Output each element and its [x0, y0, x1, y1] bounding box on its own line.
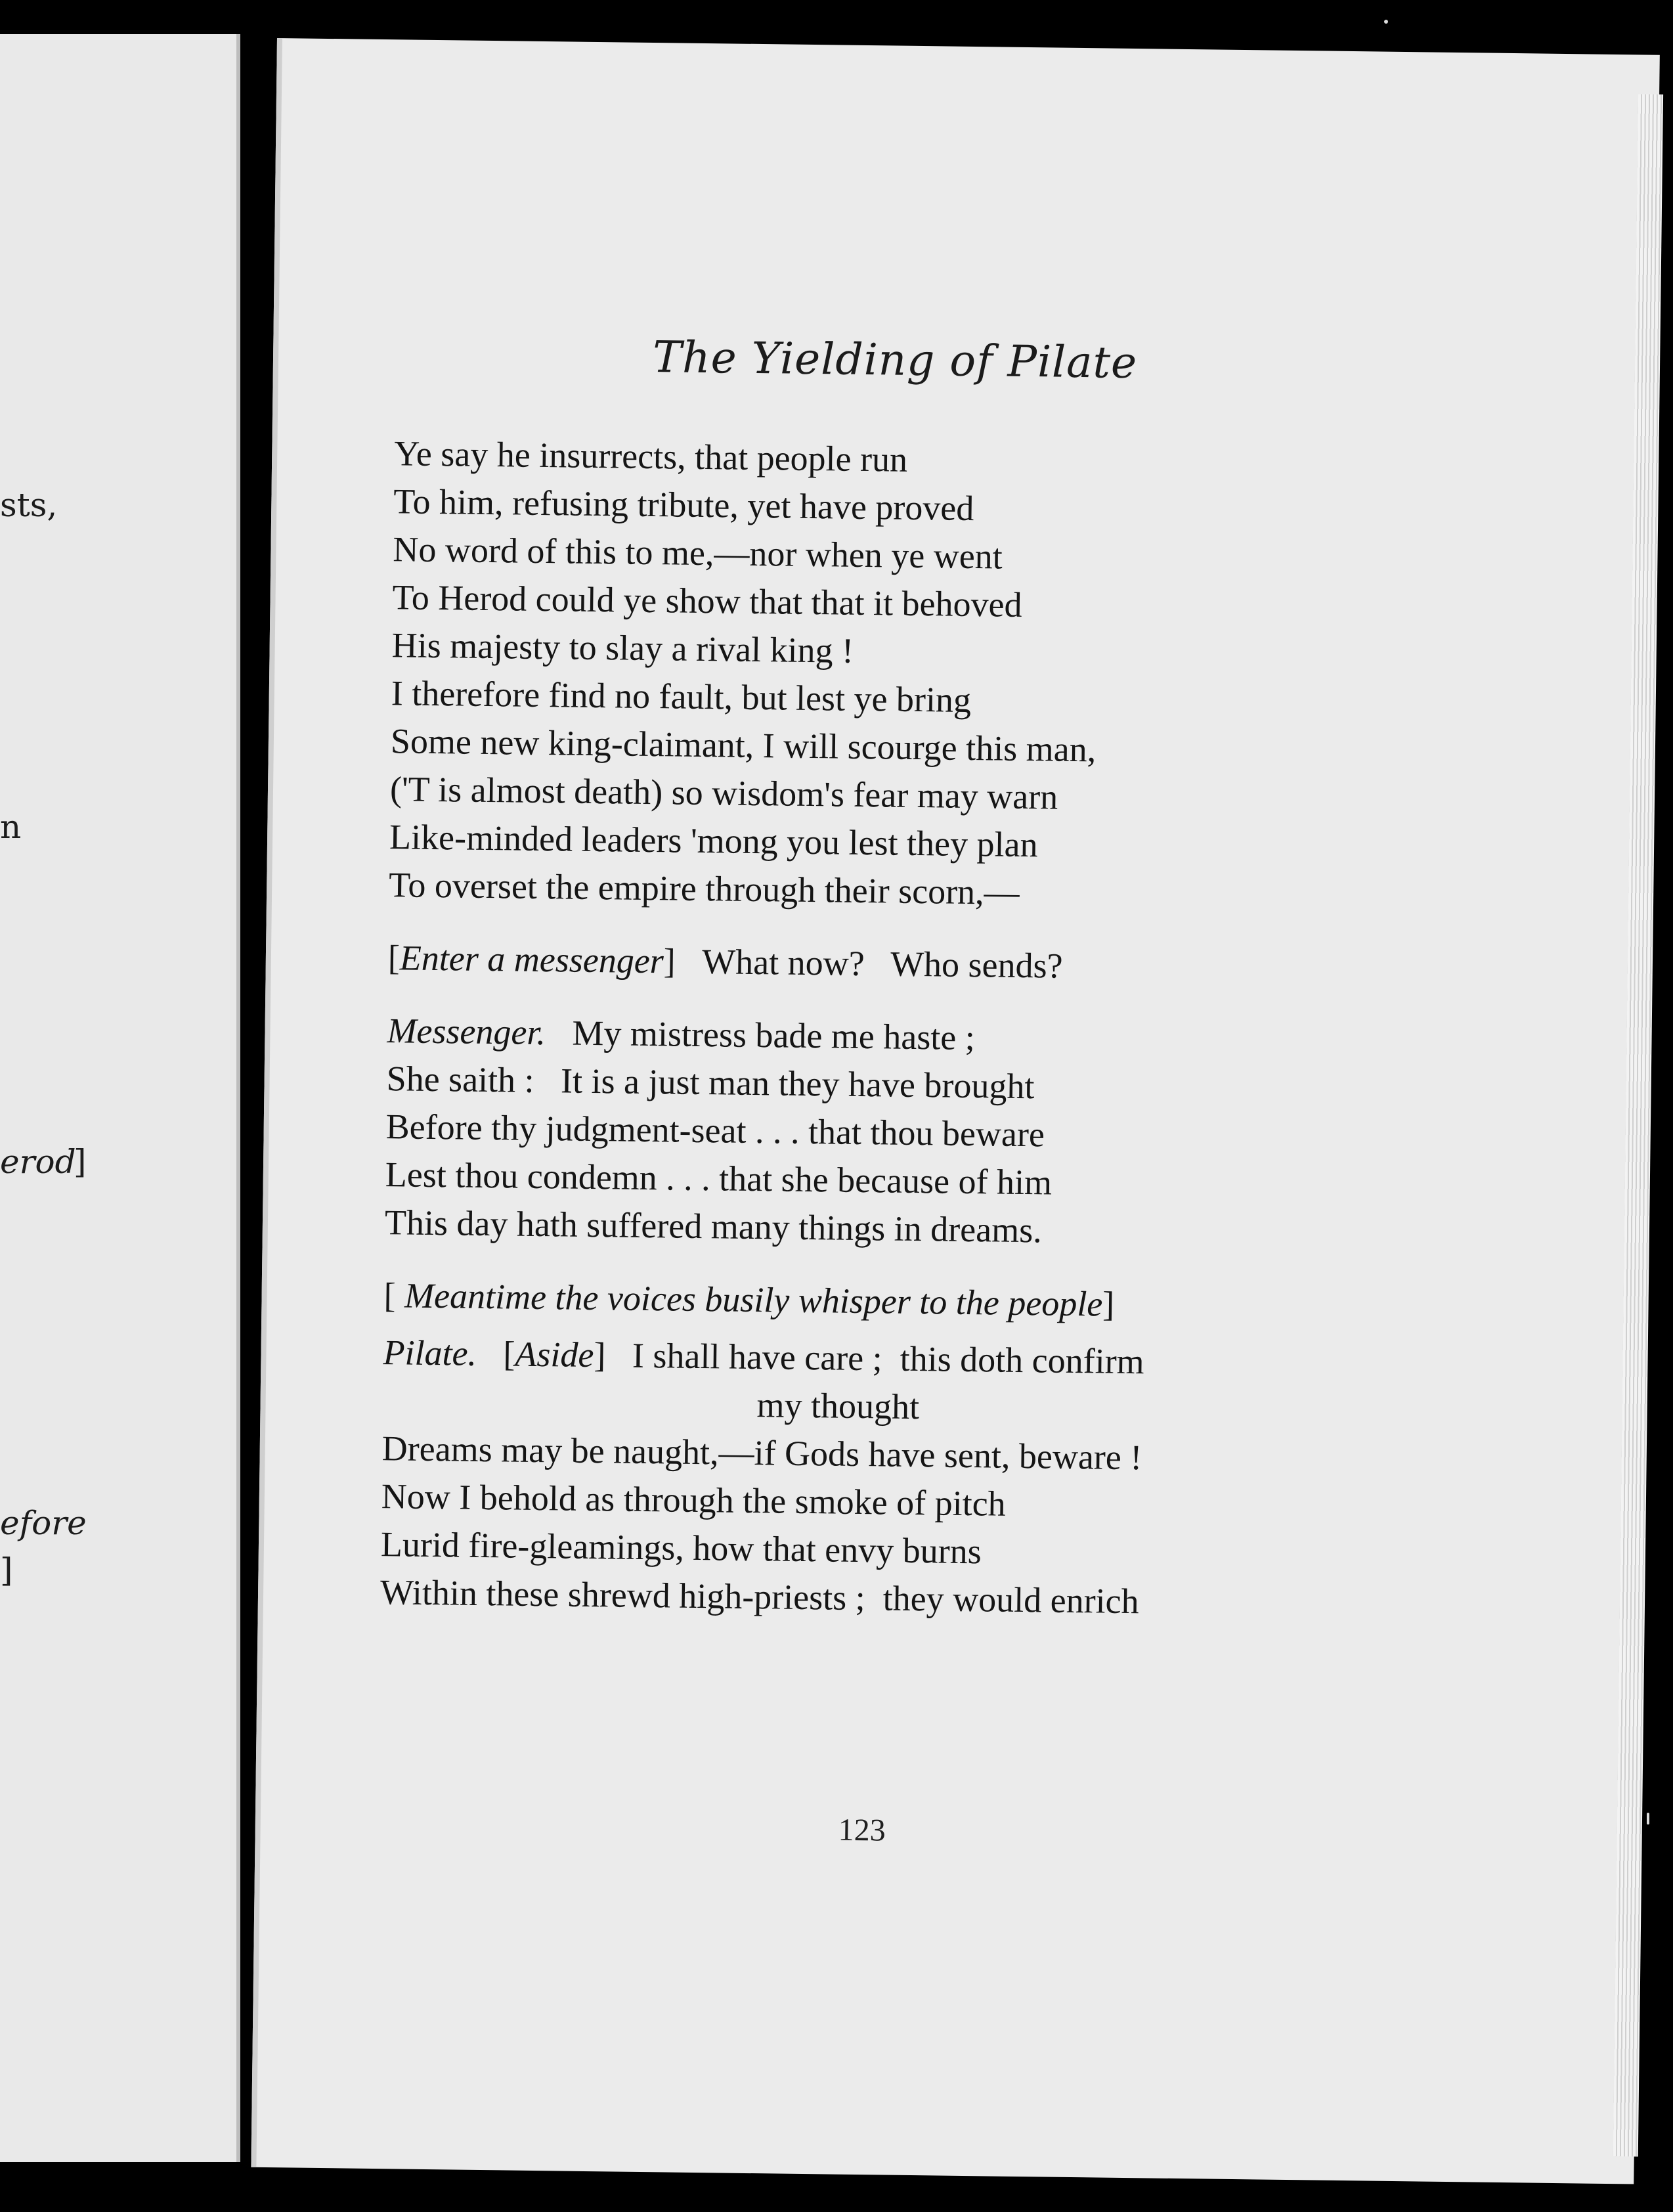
stage-direction-text: Enter a messenger [399, 938, 664, 981]
verse-text [380, 430, 1393, 1628]
verse-line: She saith : It is a just man they have brought [386, 1059, 1035, 1107]
verse-line-continuation: my thought [756, 1385, 920, 1427]
verse-line: No word of this to me,—nor when ye went [393, 529, 1003, 577]
bracket-open: [ [503, 1334, 515, 1374]
running-head: The Yielding of Pilate [652, 332, 1138, 389]
speaker-name: Pilate. [383, 1333, 477, 1373]
pilate-speech: What now? Who sends? [701, 942, 1063, 986]
verse-line: Ye say he insurrects, that people run [393, 433, 908, 479]
bracket-close: ] [1102, 1284, 1115, 1324]
verse-line: Before thy judgment-seat . . . that thou beware [385, 1107, 1045, 1155]
stage-direction-text: Meantime the voices busily whisper to the people [404, 1275, 1103, 1324]
bracket-open: [ [387, 938, 401, 978]
verse-line: To overset the empire through their scorn,— [388, 865, 1020, 912]
scan-speck [1647, 1813, 1649, 1825]
page-edges [1613, 94, 1663, 2156]
left-fragment: n [0, 808, 22, 846]
scan-speck [1384, 20, 1388, 24]
verse-line: His majesty to slay a rival king ! [391, 625, 854, 671]
aside-direction: Aside [515, 1334, 594, 1375]
verse-line: This day hath suffered many things in dreams. [384, 1203, 1043, 1250]
verse-line: ('T is almost death) so wisdom's fear may warn [389, 769, 1058, 817]
left-fragment: efore [0, 1504, 87, 1542]
speaker-name: Messenger. [387, 1011, 546, 1053]
speech-text: My mistress bade me haste ; [572, 1013, 976, 1058]
verse-line: Now I behold as through the smoke of pitch [381, 1476, 1007, 1524]
left-page [0, 34, 240, 2162]
page-number: 123 [838, 1812, 886, 1848]
bracket-close: ] [663, 941, 676, 981]
verse-line: Dreams may be naught,—if Gods have sent, beware ! [381, 1428, 1142, 1478]
verse-line: Within these shrewd high-priests ; they would enrich [380, 1572, 1139, 1622]
verse-line: Some new king-claimant, I will scourge this man, [390, 721, 1097, 770]
verse-line: I therefore find no fault, but lest ye bring [391, 673, 972, 720]
speech-text: I shall have care ; this doth confirm [632, 1335, 1145, 1382]
left-page-margin-fragments [0, 34, 87, 2162]
verse-line: To him, refusing tribute, yet have proved [393, 481, 974, 529]
bracket-close: ] [594, 1335, 606, 1375]
verse-line: To Herod could ye show that that it behoved [392, 577, 1022, 625]
verse-line: Like-minded leaders 'mong you lest they plan [389, 817, 1038, 865]
verse-line: Lurid fire-gleamings, how that envy burns [380, 1524, 982, 1572]
left-fragment: sts, [0, 486, 58, 524]
left-fragment: ] [74, 1143, 87, 1181]
right-page [251, 38, 1659, 2184]
left-fragment: ] [0, 1551, 13, 1589]
verse-line: Lest thou condemn . . . that she because of him [385, 1155, 1053, 1203]
bracket-open: [ [383, 1275, 396, 1316]
left-fragment: erod [0, 1143, 76, 1181]
